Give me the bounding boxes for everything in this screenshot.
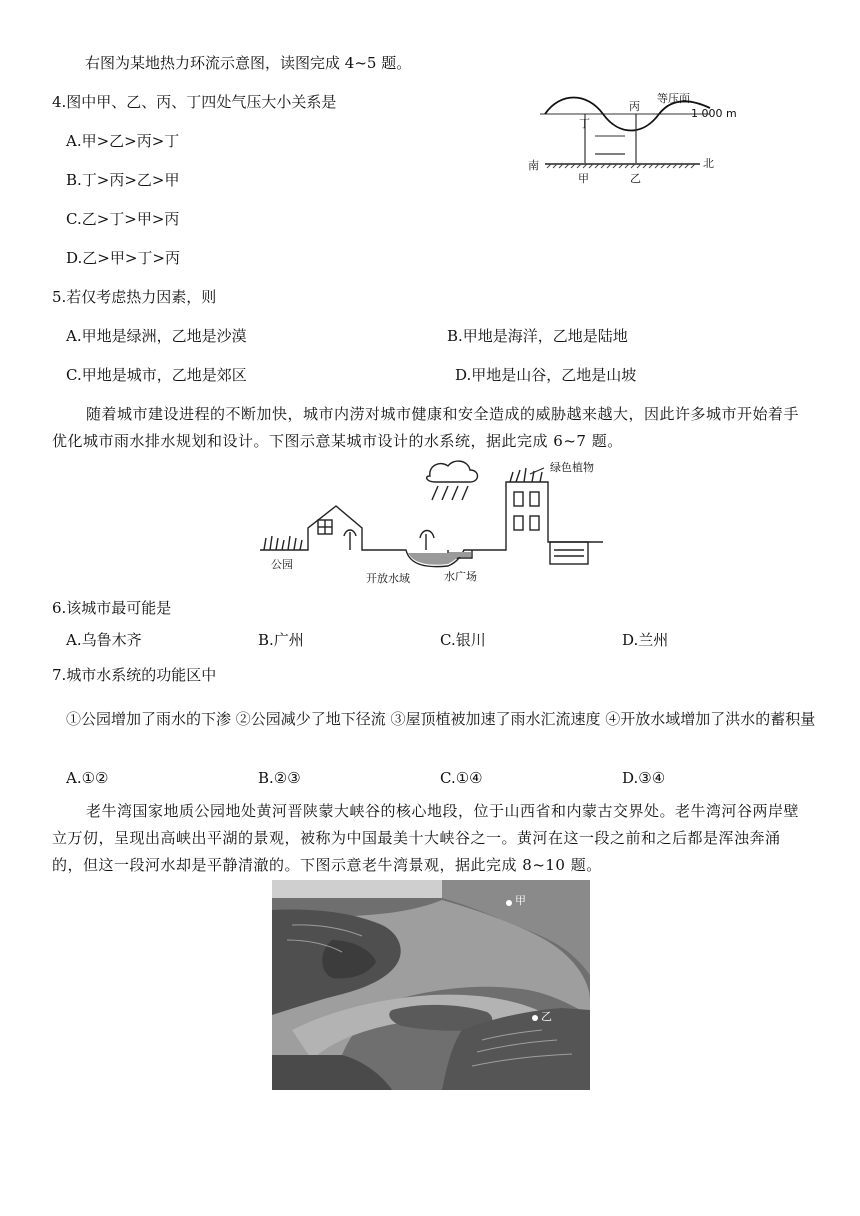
question-4-option-a: A.甲>乙>丙>丁: [66, 132, 180, 150]
question-4-stem: 4.图中甲、乙、丙、丁四处气压大小关系是: [52, 93, 337, 111]
question-5-option-b: B.甲地是海洋，乙地是陆地: [447, 327, 628, 345]
north-label: 北: [703, 157, 714, 170]
laoniuwan-photo: [272, 880, 590, 1090]
point-jia-label: 甲: [578, 172, 589, 185]
question-6-stem: 6.该城市最可能是: [52, 599, 172, 617]
question-5-stem: 5.若仅考虑热力因素，则: [52, 288, 217, 306]
question-5-option-c: C.甲地是城市，乙地是郊区: [66, 366, 247, 384]
question-4-option-c: C.乙>丁>甲>丙: [66, 210, 180, 228]
question-7-statements: ①公园增加了雨水的下渗 ②公园减少了地下径流 ③屋顶植被加速了雨水汇流速度 ④开放水域增加了洪水的蓄积量: [66, 710, 816, 728]
south-label: 南: [528, 159, 539, 172]
photo-yi-label: 乙: [541, 1010, 552, 1023]
water-plaza-label: 水广场: [444, 570, 477, 583]
photo-jia-label: 甲: [515, 894, 526, 907]
intro-text-3: 老牛湾国家地质公园地处黄河晋陕蒙大峡谷的核心地段，位于山西省和内蒙古交界处。老牛湾河谷两岸壁立万仞，呈现出高峡出平湖的景观，被称为中国最美十大峡谷之一。黄河在这一段之前和之后都是浑浊奔涌的，但这一段河水却是平静清澈的。下图示意老牛湾景观，据此完成 8~10 题。: [52, 802, 800, 874]
open-water-label: 开放水域: [366, 572, 410, 585]
question-6-option-c: C.银川: [440, 631, 486, 649]
intro-text-2: 随着城市建设进程的不断加快，城市内涝对城市健康和安全造成的威胁越来越大，因此许多城市开始着手优化城市雨水排水规划和设计。下图示意某城市设计的水系统，据此完成 6~7 题。: [52, 405, 800, 450]
question-4-option-b: B.丁>丙>乙>甲: [66, 171, 180, 189]
question-5-option-d: D.甲地是山谷，乙地是山坡: [455, 366, 637, 384]
point-bing-label: 丙: [629, 100, 640, 113]
point-ding-label: 丁: [579, 117, 590, 130]
question-4-option-d: D.乙>甲>丁>丙: [66, 249, 180, 267]
green-plants-label: 绿色植物: [550, 461, 594, 474]
urban-water-system-svg: [258, 458, 603, 583]
question-6-option-d: D.兰州: [622, 631, 669, 649]
question-7-option-b: B.②③: [258, 769, 301, 787]
question-7-stem: 7.城市水系统的功能区中: [52, 666, 217, 684]
thermal-circulation-diagram: [525, 88, 745, 188]
question-7-option-a: A.①②: [66, 769, 109, 787]
urban-water-system-diagram: [258, 458, 603, 583]
question-6-option-b: B.广州: [258, 631, 304, 649]
question-7-option-d: D.③④: [622, 769, 666, 787]
point-yi-label: 乙: [630, 172, 641, 185]
question-5-option-a: A.甲地是绿洲，乙地是沙漠: [66, 327, 247, 345]
isobar-label: 等压面: [657, 92, 690, 105]
question-6-option-a: A.乌鲁木齐: [66, 631, 142, 649]
question-7-option-c: C.①④: [440, 769, 483, 787]
intro-text-1: 右图为某地热力环流示意图，读图完成 4~5 题。: [85, 54, 412, 72]
height-label: 1 000 m: [691, 107, 737, 120]
park-label: 公园: [271, 558, 293, 571]
laoniuwan-photo-svg: [272, 880, 590, 1090]
